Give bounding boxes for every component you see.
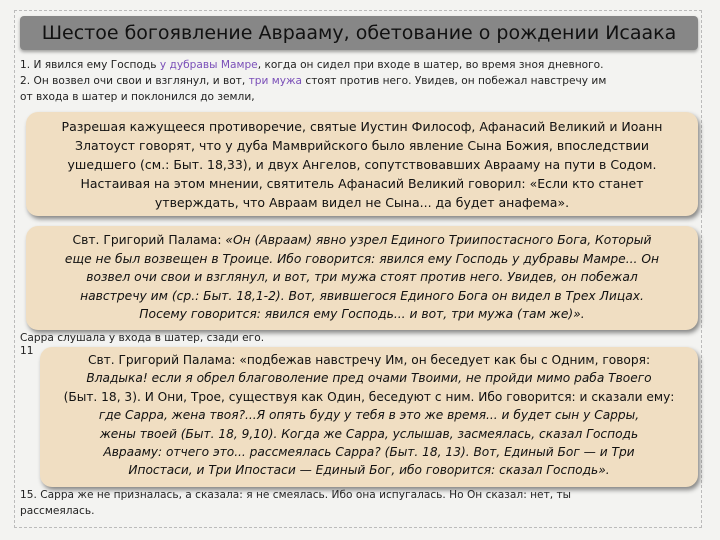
callout-2-line: навстречу им (ср.: Быт. 18,1-2). Вот, явившегося Единого Бога он видел в Трех Лицах.	[80, 288, 644, 303]
callout-3-line: Ипостаси, и Три Ипостаси — Единый Бог, ибо говорится: сказал Господь».	[128, 463, 610, 478]
verse-1-highlight: у дубравы Мамре	[159, 59, 258, 71]
callout-1-line: утверждать, что Авраам видел не Сына... да будет анафема».	[154, 195, 570, 210]
callout-2-quote: «Он (Авраам) явно узрел Единого Триипостасного Бога, Который	[225, 233, 652, 247]
callout-1-line: ушедшего (см.: Быт. 18,33), и двух Ангелов, сопутствовавших Аврааму на пути в Содом.	[67, 157, 657, 172]
callout-2-line	[36, 231, 688, 250]
callout-1-line: Настаивая на этом мнении, святитель Афанасий Великий говорил: «Если кто станет	[80, 176, 644, 191]
verse-text-bottom	[20, 488, 698, 520]
verse-2	[20, 74, 698, 90]
callout-2-line: Посему говорится: явился ему Господь... и вот, три мужа (там же)».	[139, 307, 585, 321]
verse-15: 15. Сарра же не призналась, а сказала: я не смеялась. Ибо она испугалась. Но Он сказал: нет, ты	[20, 489, 572, 501]
verse-1-text: 1. И явился ему Господь	[20, 59, 160, 71]
verse-2-continued: от входа в шатер и поклонился до земли,	[20, 90, 255, 103]
callout-3-line: Аврааму: отчего это... рассмеялась Сарра? (Быт. 18, 13). Вот, Единый Бог — и Три	[103, 445, 635, 460]
callout-1-line: Златоуст говорят, что у дуба Мамврийского было явление Сына Божия, впоследствии	[74, 138, 650, 153]
callout-2-line: возвел очи свои и взглянул, и вот, три мужа стоят против него. Увидев, он побежал	[86, 270, 638, 284]
callout-palamas-quote-1	[26, 226, 698, 330]
verse-2-text: 2. Он возвел очи свои и взглянул, и вот,	[20, 74, 249, 87]
verse-10-tail: Сарра слушала у входа в шатер, сзади его.	[20, 332, 265, 344]
callout-1-line: Разрешая кажущееся противоречие, святые Иустин Философ, Афанасий Великий и Иоанн	[61, 119, 663, 134]
verse-11-number: 11	[20, 345, 34, 357]
verse-2-text-end: стоят против него. Увидев, он побежал навстречу им	[302, 74, 607, 87]
verse-1-text-end: , когда он сидел при входе в шатер, во время зноя дневного.	[257, 59, 604, 71]
callout-3-line	[50, 351, 688, 369]
callout-2-line: еще не был возвещен в Троице. Ибо говорится: явился ему Господь у дубравы Мамре... Он	[64, 251, 660, 266]
callout-palamas-quote-2	[40, 347, 698, 487]
callout-fathers-interpretation	[26, 112, 698, 216]
callout-3-quote: «подбежав навстречу Им, он беседует как бы с Одним, говоря:	[239, 353, 651, 367]
callout-3-author: Свт. Григорий Палама:	[87, 353, 240, 367]
verse-1	[20, 58, 698, 74]
verse-2-highlight: три мужа	[248, 74, 303, 87]
callout-3-line: Владыка! если я обрел благоволение пред очами Твоими, не пройди мимо раба Твоего	[86, 371, 652, 386]
slide-title: Шестое богоявление Аврааму, обетование о рождении Исаака	[20, 16, 698, 50]
callout-3-line: (Быт. 18, 3). И Они, Трое, существуя как Один, беседуют с ним. Ибо говорится: и сказали ему:	[63, 389, 675, 404]
callout-3-line: где Сарра, жена твоя?...Я опять буду у тебя в это же время... и будет сын у Сарры,	[98, 408, 640, 423]
verse-text-top	[20, 58, 698, 106]
callout-2-author: Свт. Григорий Палама:	[72, 233, 226, 247]
verse-15-continued: рассмеялась.	[20, 504, 95, 517]
callout-3-line: жены твоей (Быт. 18, 9,10). Когда же Сарра, услышав, засмеялась, сказал Господь	[99, 426, 639, 441]
